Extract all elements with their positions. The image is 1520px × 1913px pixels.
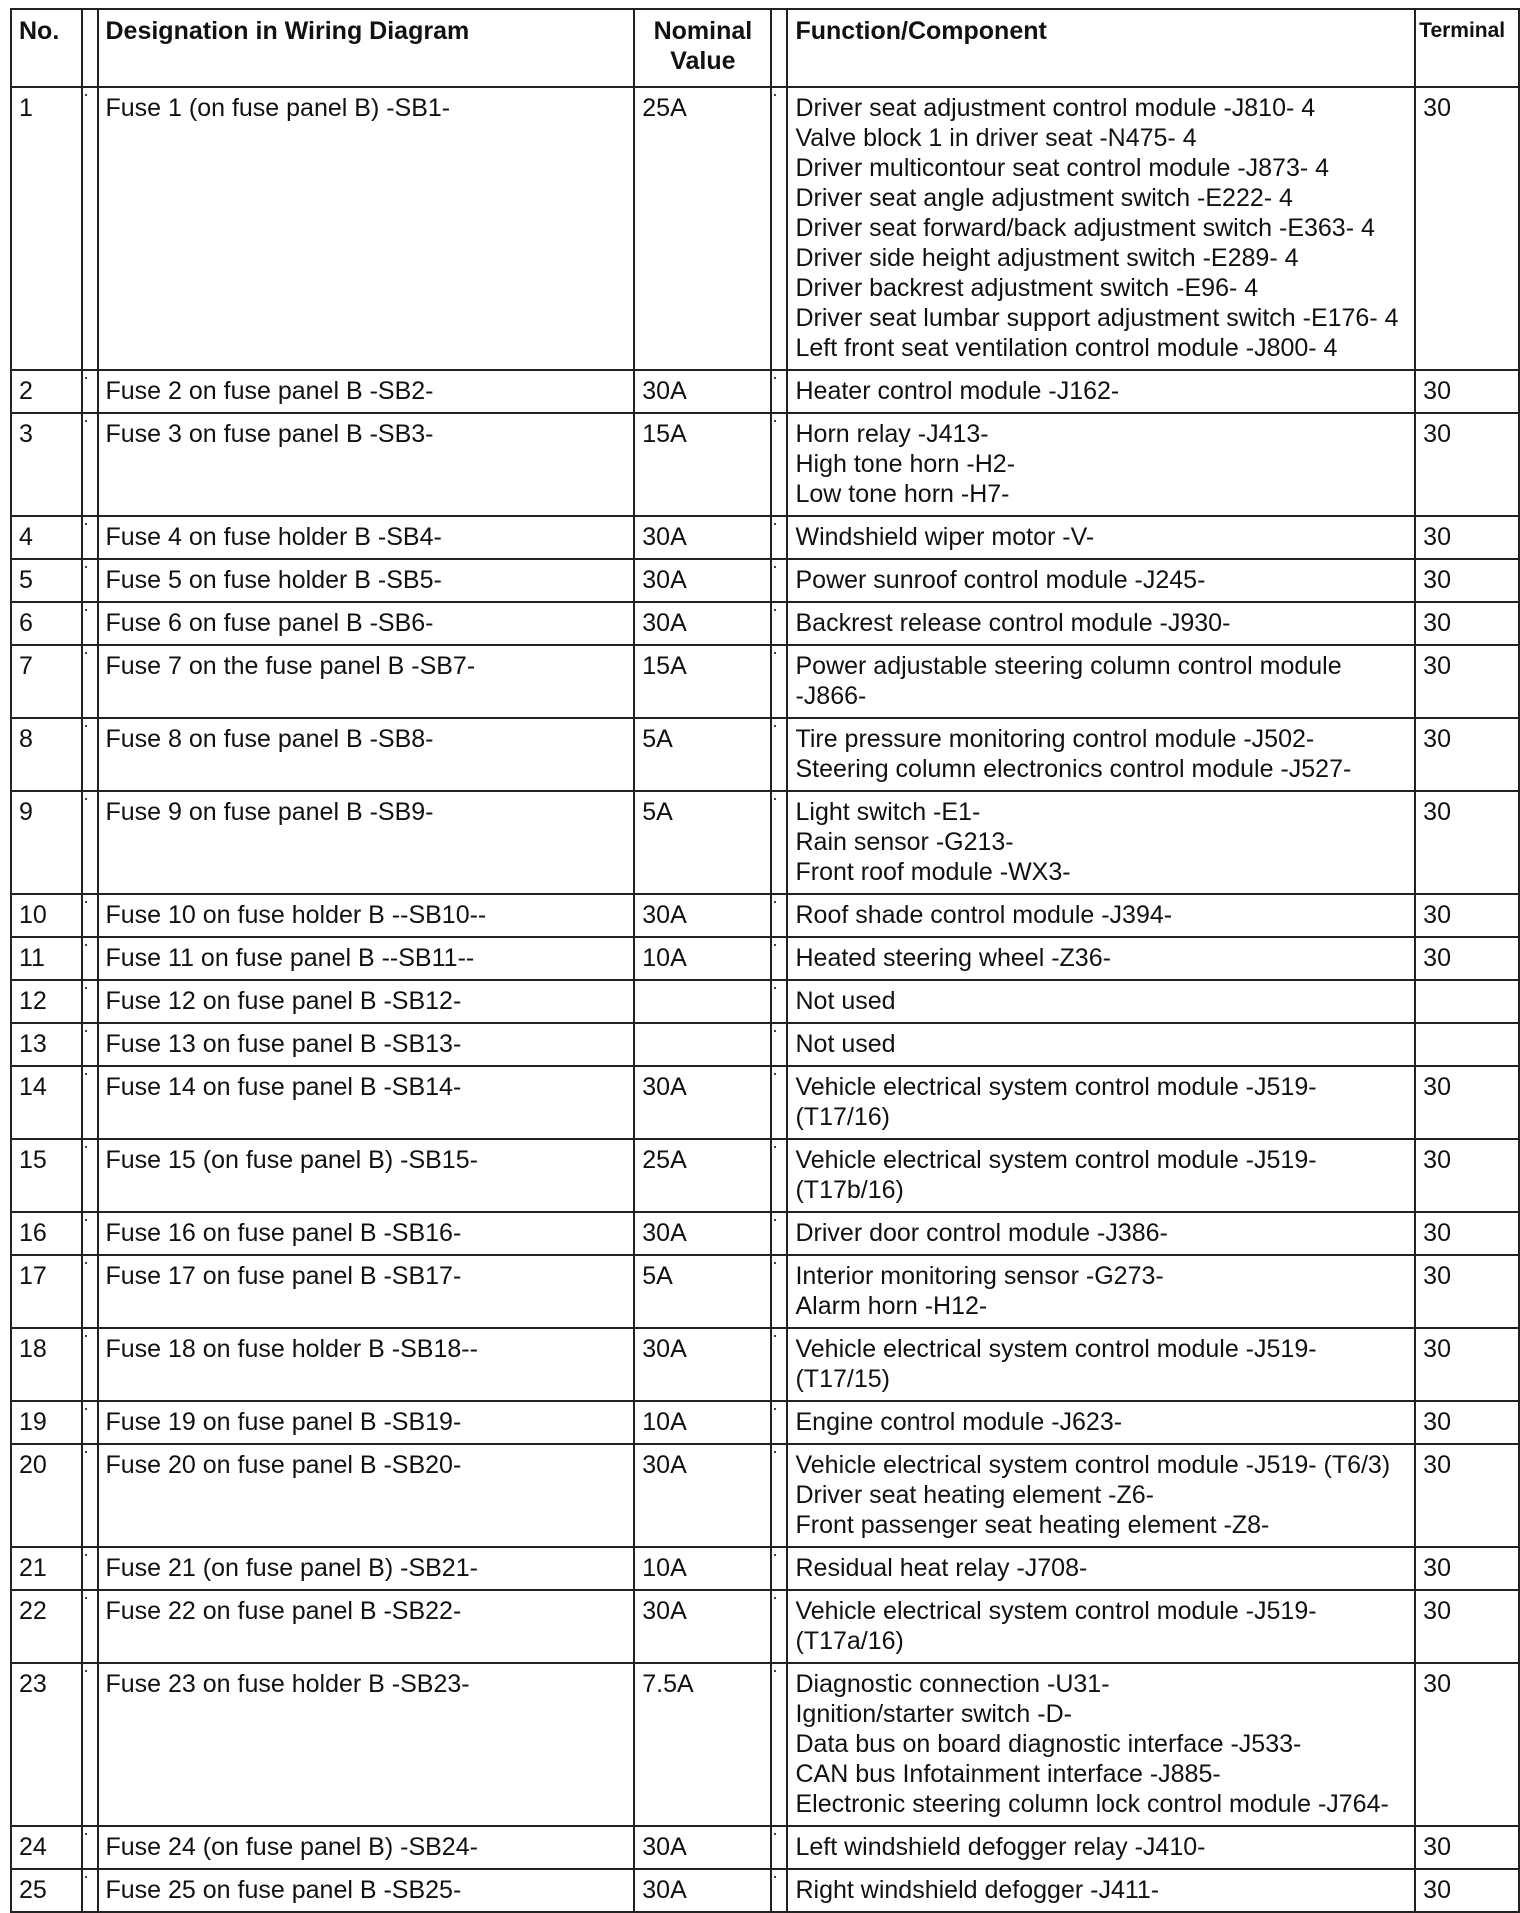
cell-nominal-value: 30A xyxy=(634,370,771,413)
cell-function xyxy=(787,791,1415,894)
cell-no: 22 xyxy=(11,1590,82,1663)
cell-no: 19 xyxy=(11,1401,82,1444)
cell-terminal: 30 xyxy=(1415,516,1519,559)
cell-spacer xyxy=(82,516,98,559)
cell-spacer xyxy=(771,413,787,516)
cell-function xyxy=(787,1826,1415,1869)
cell-nominal-value: 5A xyxy=(634,718,771,791)
cell-no: 25 xyxy=(11,1869,82,1912)
function-line: Driver seat heating element -Z6- xyxy=(795,1481,1154,1509)
cell-no: 13 xyxy=(11,1023,82,1066)
cell-designation: Fuse 23 on fuse holder B -SB23- xyxy=(98,1663,635,1826)
cell-function xyxy=(787,370,1415,413)
cell-terminal: 30 xyxy=(1415,602,1519,645)
cell-function xyxy=(787,980,1415,1023)
function-line: Windshield wiper motor -V- xyxy=(795,523,1095,551)
function-line: Residual heat relay -J708- xyxy=(795,1554,1088,1582)
cell-spacer xyxy=(82,1023,98,1066)
cell-no: 17 xyxy=(11,1255,82,1328)
cell-terminal: 30 xyxy=(1415,87,1519,370)
header-no: No. xyxy=(11,9,82,87)
table-row xyxy=(11,1869,1519,1912)
cell-terminal: 30 xyxy=(1415,1444,1519,1547)
cell-spacer xyxy=(82,791,98,894)
table-row xyxy=(11,1139,1519,1212)
cell-spacer xyxy=(82,1255,98,1328)
cell-designation: Fuse 16 on fuse panel B -SB16- xyxy=(98,1212,635,1255)
function-line: High tone horn -H2- xyxy=(795,450,1016,478)
function-line: Driver seat lumbar support adjustment switch -E176- 4 xyxy=(795,304,1399,332)
cell-spacer xyxy=(82,1826,98,1869)
cell-designation: Fuse 10 on fuse holder B --SB10-- xyxy=(98,894,635,937)
function-line: Driver seat adjustment control module -J810- 4 xyxy=(795,94,1316,122)
function-line: Driver backrest adjustment switch -E96- 4 xyxy=(795,274,1259,302)
cell-spacer xyxy=(771,1255,787,1328)
function-line: Left front seat ventilation control module -J800- 4 xyxy=(795,334,1338,362)
cell-spacer xyxy=(771,87,787,370)
cell-terminal xyxy=(1415,1023,1519,1066)
cell-designation: Fuse 24 (on fuse panel B) -SB24- xyxy=(98,1826,635,1869)
cell-function xyxy=(787,602,1415,645)
cell-designation: Fuse 12 on fuse panel B -SB12- xyxy=(98,980,635,1023)
function-line: Driver seat forward/back adjustment switch -E363- 4 xyxy=(795,214,1375,242)
cell-nominal-value: 30A xyxy=(634,1590,771,1663)
cell-spacer xyxy=(771,559,787,602)
function-line: Driver multicontour seat control module -J873- 4 xyxy=(795,154,1330,182)
function-line: Front passenger seat heating element -Z8- xyxy=(795,1511,1270,1539)
cell-spacer xyxy=(82,602,98,645)
cell-spacer xyxy=(771,1066,787,1139)
cell-spacer xyxy=(82,370,98,413)
function-line: Left windshield defogger relay -J410- xyxy=(795,1833,1206,1861)
table-row xyxy=(11,718,1519,791)
cell-designation: Fuse 17 on fuse panel B -SB17- xyxy=(98,1255,635,1328)
table-row xyxy=(11,413,1519,516)
cell-spacer xyxy=(771,1401,787,1444)
cell-no: 12 xyxy=(11,980,82,1023)
function-line: Vehicle electrical system control module -J519- xyxy=(795,1146,1317,1174)
cell-nominal-value: 30A xyxy=(634,1869,771,1912)
cell-nominal-value: 10A xyxy=(634,1401,771,1444)
cell-function xyxy=(787,516,1415,559)
cell-terminal: 30 xyxy=(1415,1401,1519,1444)
cell-spacer xyxy=(771,1869,787,1912)
cell-nominal-value: 15A xyxy=(634,645,771,718)
cell-terminal: 30 xyxy=(1415,1139,1519,1212)
cell-no: 6 xyxy=(11,602,82,645)
cell-spacer xyxy=(771,1826,787,1869)
cell-nominal-value: 30A xyxy=(634,516,771,559)
function-line: Ignition/starter switch -D- xyxy=(795,1700,1072,1728)
cell-terminal: 30 xyxy=(1415,370,1519,413)
cell-nominal-value xyxy=(634,1023,771,1066)
cell-spacer xyxy=(771,1547,787,1590)
function-line: -J866- xyxy=(795,682,867,710)
cell-terminal: 30 xyxy=(1415,1212,1519,1255)
cell-nominal-value: 30A xyxy=(634,1212,771,1255)
function-line: Heater control module -J162- xyxy=(795,377,1120,405)
function-line: Power adjustable steering column control module xyxy=(795,652,1342,680)
cell-no: 11 xyxy=(11,937,82,980)
table-row xyxy=(11,559,1519,602)
cell-spacer xyxy=(82,1212,98,1255)
cell-nominal-value: 30A xyxy=(634,1328,771,1401)
table-row xyxy=(11,1826,1519,1869)
cell-spacer xyxy=(82,413,98,516)
cell-spacer xyxy=(82,645,98,718)
function-line: Low tone horn -H7- xyxy=(795,480,1010,508)
cell-no: 2 xyxy=(11,370,82,413)
cell-designation: Fuse 2 on fuse panel B -SB2- xyxy=(98,370,635,413)
function-line: Driver side height adjustment switch -E289- 4 xyxy=(795,244,1299,272)
table-row xyxy=(11,1401,1519,1444)
cell-spacer xyxy=(771,894,787,937)
cell-designation: Fuse 4 on fuse holder B -SB4- xyxy=(98,516,635,559)
cell-spacer xyxy=(82,937,98,980)
cell-designation: Fuse 14 on fuse panel B -SB14- xyxy=(98,1066,635,1139)
cell-designation: Fuse 25 on fuse panel B -SB25- xyxy=(98,1869,635,1912)
cell-spacer xyxy=(82,1869,98,1912)
cell-no: 10 xyxy=(11,894,82,937)
cell-designation: Fuse 11 on fuse panel B --SB11-- xyxy=(98,937,635,980)
header-spacer xyxy=(82,9,98,87)
cell-no: 21 xyxy=(11,1547,82,1590)
table-header-row xyxy=(11,9,1519,87)
table-row xyxy=(11,516,1519,559)
function-line: Diagnostic connection -U31- xyxy=(795,1670,1110,1698)
cell-no: 7 xyxy=(11,645,82,718)
cell-terminal: 30 xyxy=(1415,894,1519,937)
cell-spacer xyxy=(771,1444,787,1547)
cell-terminal: 30 xyxy=(1415,1590,1519,1663)
cell-nominal-value: 5A xyxy=(634,791,771,894)
cell-function xyxy=(787,559,1415,602)
cell-terminal: 30 xyxy=(1415,718,1519,791)
function-line: Data bus on board diagnostic interface -J533- xyxy=(795,1730,1302,1758)
table-row xyxy=(11,1328,1519,1401)
cell-terminal: 30 xyxy=(1415,1066,1519,1139)
cell-designation: Fuse 6 on fuse panel B -SB6- xyxy=(98,602,635,645)
table-row xyxy=(11,370,1519,413)
cell-function xyxy=(787,937,1415,980)
table-row xyxy=(11,87,1519,370)
function-line: Driver seat angle adjustment switch -E222- 4 xyxy=(795,184,1293,212)
function-line: Electronic steering column lock control module -J764- xyxy=(795,1790,1389,1818)
cell-nominal-value: 25A xyxy=(634,87,771,370)
cell-terminal: 30 xyxy=(1415,1869,1519,1912)
cell-function xyxy=(787,1401,1415,1444)
function-line: Alarm horn -H12- xyxy=(795,1292,988,1320)
cell-nominal-value: 10A xyxy=(634,1547,771,1590)
table-row xyxy=(11,980,1519,1023)
cell-designation: Fuse 8 on fuse panel B -SB8- xyxy=(98,718,635,791)
cell-designation: Fuse 19 on fuse panel B -SB19- xyxy=(98,1401,635,1444)
table-row xyxy=(11,894,1519,937)
cell-no: 18 xyxy=(11,1328,82,1401)
cell-no: 24 xyxy=(11,1826,82,1869)
function-line: Vehicle electrical system control module -J519- (T6/3) xyxy=(795,1451,1391,1479)
cell-spacer xyxy=(82,1328,98,1401)
cell-terminal: 30 xyxy=(1415,1328,1519,1401)
cell-designation: Fuse 20 on fuse panel B -SB20- xyxy=(98,1444,635,1547)
function-line: Steering column electronics control module -J527- xyxy=(795,755,1352,783)
cell-spacer xyxy=(771,937,787,980)
cell-nominal-value: 30A xyxy=(634,1444,771,1547)
cell-spacer xyxy=(82,980,98,1023)
function-line: Heated steering wheel -Z36- xyxy=(795,944,1111,972)
cell-spacer xyxy=(82,87,98,370)
cell-no: 16 xyxy=(11,1212,82,1255)
cell-no: 5 xyxy=(11,559,82,602)
function-line: Front roof module -WX3- xyxy=(795,858,1071,886)
cell-no: 1 xyxy=(11,87,82,370)
header-nominal-value: Nominal Value xyxy=(634,9,771,87)
cell-function xyxy=(787,1590,1415,1663)
function-line: Vehicle electrical system control module -J519- xyxy=(795,1597,1317,1625)
table-row xyxy=(11,1255,1519,1328)
function-line: Right windshield defogger -J411- xyxy=(795,1876,1160,1904)
header-designation: Designation in Wiring Diagram xyxy=(98,9,635,87)
cell-function xyxy=(787,718,1415,791)
cell-no: 14 xyxy=(11,1066,82,1139)
cell-nominal-value: 10A xyxy=(634,937,771,980)
function-line: (T17b/16) xyxy=(795,1176,904,1204)
cell-function xyxy=(787,1212,1415,1255)
cell-no: 8 xyxy=(11,718,82,791)
cell-designation: Fuse 21 (on fuse panel B) -SB21- xyxy=(98,1547,635,1590)
cell-no: 3 xyxy=(11,413,82,516)
function-line: Engine control module -J623- xyxy=(795,1408,1123,1436)
table-row xyxy=(11,602,1519,645)
cell-spacer xyxy=(82,1590,98,1663)
cell-spacer xyxy=(771,980,787,1023)
cell-designation: Fuse 1 (on fuse panel B) -SB1- xyxy=(98,87,635,370)
function-line: Vehicle electrical system control module -J519- xyxy=(795,1335,1317,1363)
cell-no: 4 xyxy=(11,516,82,559)
cell-designation: Fuse 15 (on fuse panel B) -SB15- xyxy=(98,1139,635,1212)
table-row xyxy=(11,1547,1519,1590)
fuse-table-body xyxy=(11,87,1519,1912)
cell-spacer xyxy=(771,645,787,718)
cell-function xyxy=(787,87,1415,370)
cell-nominal-value: 7.5A xyxy=(634,1663,771,1826)
function-line: Roof shade control module -J394- xyxy=(795,901,1173,929)
cell-function xyxy=(787,1066,1415,1139)
cell-spacer xyxy=(82,1066,98,1139)
table-row xyxy=(11,1066,1519,1139)
header-function: Function/Component xyxy=(787,9,1415,87)
cell-no: 23 xyxy=(11,1663,82,1826)
function-line: Power sunroof control module -J245- xyxy=(795,566,1206,594)
cell-designation: Fuse 5 on fuse holder B -SB5- xyxy=(98,559,635,602)
cell-terminal: 30 xyxy=(1415,645,1519,718)
cell-spacer xyxy=(82,1547,98,1590)
cell-terminal: 30 xyxy=(1415,791,1519,894)
function-line: (T17a/16) xyxy=(795,1627,904,1655)
cell-spacer xyxy=(82,894,98,937)
cell-function xyxy=(787,1663,1415,1826)
cell-terminal: 30 xyxy=(1415,1663,1519,1826)
cell-designation: Fuse 18 on fuse holder B -SB18-- xyxy=(98,1328,635,1401)
cell-spacer xyxy=(771,1590,787,1663)
cell-spacer xyxy=(82,718,98,791)
cell-spacer xyxy=(771,516,787,559)
function-line: Driver door control module -J386- xyxy=(795,1219,1168,1247)
cell-nominal-value xyxy=(634,980,771,1023)
cell-spacer xyxy=(771,602,787,645)
cell-spacer xyxy=(771,791,787,894)
cell-terminal: 30 xyxy=(1415,413,1519,516)
cell-spacer xyxy=(771,1212,787,1255)
cell-nominal-value: 15A xyxy=(634,413,771,516)
cell-function xyxy=(787,413,1415,516)
function-line: Vehicle electrical system control module -J519- xyxy=(795,1073,1317,1101)
table-row xyxy=(11,1663,1519,1826)
cell-function xyxy=(787,1139,1415,1212)
cell-nominal-value: 30A xyxy=(634,559,771,602)
cell-function xyxy=(787,1023,1415,1066)
cell-designation: Fuse 13 on fuse panel B -SB13- xyxy=(98,1023,635,1066)
cell-terminal: 30 xyxy=(1415,1255,1519,1328)
cell-function xyxy=(787,1869,1415,1912)
cell-function xyxy=(787,894,1415,937)
cell-nominal-value: 30A xyxy=(634,1066,771,1139)
cell-no: 15 xyxy=(11,1139,82,1212)
table-row xyxy=(11,1590,1519,1663)
cell-function xyxy=(787,1547,1415,1590)
cell-spacer xyxy=(771,1139,787,1212)
table-row xyxy=(11,791,1519,894)
cell-designation: Fuse 22 on fuse panel B -SB22- xyxy=(98,1590,635,1663)
function-line: (T17/16) xyxy=(795,1103,890,1131)
function-line: Not used xyxy=(795,987,896,1015)
cell-spacer xyxy=(771,1023,787,1066)
function-line: Tire pressure monitoring control module -J502- xyxy=(795,725,1315,753)
table-row xyxy=(11,1444,1519,1547)
cell-terminal: 30 xyxy=(1415,937,1519,980)
table-row xyxy=(11,1023,1519,1066)
cell-designation: Fuse 3 on fuse panel B -SB3- xyxy=(98,413,635,516)
cell-designation: Fuse 7 on the fuse panel B -SB7- xyxy=(98,645,635,718)
cell-nominal-value: 25A xyxy=(634,1139,771,1212)
cell-terminal: 30 xyxy=(1415,1826,1519,1869)
cell-spacer xyxy=(82,1663,98,1826)
function-line: Interior monitoring sensor -G273- xyxy=(795,1262,1164,1290)
cell-nominal-value: 30A xyxy=(634,894,771,937)
cell-spacer xyxy=(82,1139,98,1212)
cell-no: 9 xyxy=(11,791,82,894)
cell-nominal-value: 30A xyxy=(634,1826,771,1869)
cell-spacer xyxy=(82,559,98,602)
table-row xyxy=(11,645,1519,718)
cell-function xyxy=(787,645,1415,718)
cell-terminal: 30 xyxy=(1415,559,1519,602)
cell-spacer xyxy=(771,1663,787,1826)
function-line: (T17/15) xyxy=(795,1365,890,1393)
function-line: Not used xyxy=(795,1030,896,1058)
cell-terminal xyxy=(1415,980,1519,1023)
function-line: Backrest release control module -J930- xyxy=(795,609,1231,637)
cell-nominal-value: 5A xyxy=(634,1255,771,1328)
fuse-table xyxy=(10,8,1520,1913)
cell-spacer xyxy=(771,718,787,791)
cell-terminal: 30 xyxy=(1415,1547,1519,1590)
cell-spacer xyxy=(771,370,787,413)
cell-spacer xyxy=(82,1444,98,1547)
cell-function xyxy=(787,1444,1415,1547)
function-line: Horn relay -J413- xyxy=(795,420,989,448)
function-line: Light switch -E1- xyxy=(795,798,981,826)
cell-spacer xyxy=(771,1328,787,1401)
cell-nominal-value: 30A xyxy=(634,602,771,645)
table-row xyxy=(11,1212,1519,1255)
header-spacer xyxy=(771,9,787,87)
function-line: Rain sensor -G213- xyxy=(795,828,1014,856)
cell-designation: Fuse 9 on fuse panel B -SB9- xyxy=(98,791,635,894)
table-row xyxy=(11,937,1519,980)
cell-function xyxy=(787,1255,1415,1328)
cell-spacer xyxy=(82,1401,98,1444)
function-line: Valve block 1 in driver seat -N475- 4 xyxy=(795,124,1197,152)
cell-function xyxy=(787,1328,1415,1401)
function-line: CAN bus Infotainment interface -J885- xyxy=(795,1760,1221,1788)
cell-no: 20 xyxy=(11,1444,82,1547)
header-terminal: Terminal xyxy=(1415,9,1519,87)
